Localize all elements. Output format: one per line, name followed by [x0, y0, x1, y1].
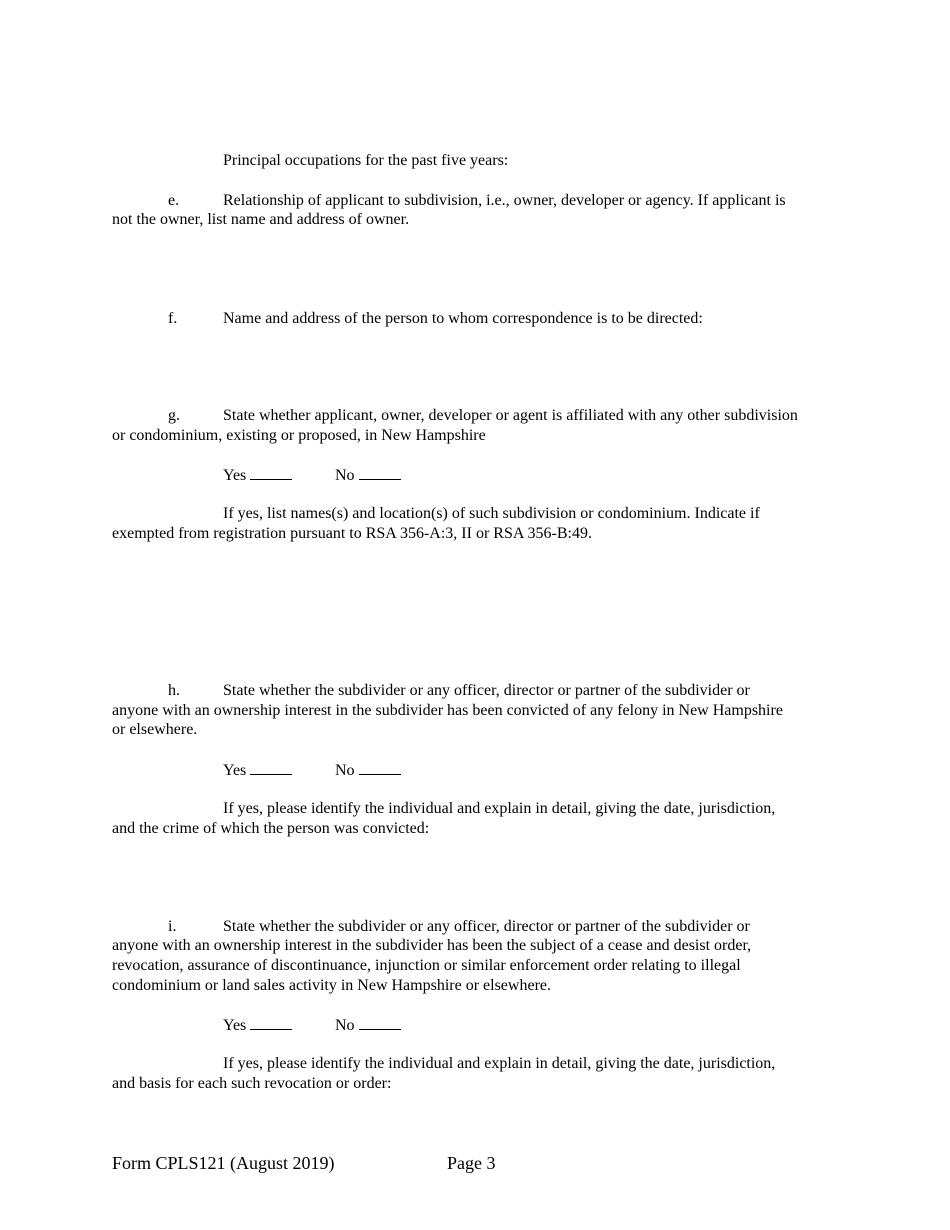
occupations-label: Principal occupations for the past five years:: [223, 152, 509, 169]
item-h-no-field: [335, 760, 401, 781]
item-h-no-label: No: [335, 762, 355, 779]
item-h-yes-blank[interactable]: [250, 760, 292, 775]
item-i-no-blank[interactable]: [359, 1015, 401, 1030]
item-g-yes-blank[interactable]: [250, 465, 292, 480]
item-i-followup-line2: and basis for each such revocation or order:: [112, 1075, 392, 1092]
item-g-text-line2: or condominium, existing or proposed, in New Hampshire: [112, 427, 486, 444]
item-i-no-field: [335, 1015, 401, 1036]
item-f-text-line1: Name and address of the person to whom correspondence is to be directed:: [223, 310, 703, 327]
item-h-yes-field: [223, 760, 292, 781]
item-i-followup-line1: If yes, please identify the individual and explain in detail, giving the date, jurisdiction,: [223, 1055, 776, 1072]
item-g-no-label: No: [335, 467, 355, 484]
item-i-yes-blank[interactable]: [250, 1015, 292, 1030]
item-e-letter: e.: [168, 192, 180, 209]
item-h-yes-label: Yes: [223, 762, 247, 779]
item-i-letter: i.: [168, 918, 177, 935]
item-g-followup-line1: If yes, list names(s) and location(s) of such subdivision or condominium. Indicate if: [223, 505, 760, 522]
item-i-text-line4: condominium or land sales activity in New Hampshire or elsewhere.: [112, 977, 551, 994]
item-h-no-blank[interactable]: [359, 760, 401, 775]
item-i-text-line2: anyone with an ownership interest in the subdivider has been the subject of a cease and desist order,: [112, 937, 752, 954]
item-e-text-line2: not the owner, list name and address of owner.: [112, 211, 410, 228]
item-i-no-label: No: [335, 1017, 355, 1034]
footer-page-number: Page 3: [447, 1153, 496, 1173]
item-h-followup-line2: and the crime of which the person was convicted:: [112, 820, 430, 837]
item-g-yes-field: [223, 465, 292, 486]
item-h-text-line1: State whether the subdivider or any officer, director or partner of the subdivider or: [223, 682, 750, 699]
item-h-followup-line1: If yes, please identify the individual and explain in detail, giving the date, jurisdiction,: [223, 800, 776, 817]
item-g-text-line1: State whether applicant, owner, developer or agent is affiliated with any other subdivision: [223, 407, 798, 424]
item-f-letter: f.: [168, 310, 178, 327]
footer-form-id: Form CPLS121 (August 2019): [112, 1153, 335, 1173]
item-i-text-line3: revocation, assurance of discontinuance, injunction or similar enforcement order relating to illegal: [112, 957, 741, 974]
item-g-followup-line2: exempted from registration pursuant to RSA 356-A:3, II or RSA 356-B:49.: [112, 525, 592, 542]
item-e-text-line1: Relationship of applicant to subdivision, i.e., owner, developer or agency. If applicant is: [223, 192, 786, 209]
item-h-text-line2: anyone with an ownership interest in the subdivider has been convicted of any felony in New Hampshire: [112, 702, 783, 719]
item-i-yes-label: Yes: [223, 1017, 247, 1034]
item-h-letter: h.: [168, 682, 180, 699]
item-g-no-blank[interactable]: [359, 465, 401, 480]
item-i-yes-field: [223, 1015, 292, 1036]
item-g-letter: g.: [168, 407, 180, 424]
item-g-no-field: [335, 465, 401, 486]
item-i-text-line1: State whether the subdivider or any officer, director or partner of the subdivider or: [223, 918, 750, 935]
item-h-text-line3: or elsewhere.: [112, 721, 198, 738]
item-g-yes-label: Yes: [223, 467, 247, 484]
